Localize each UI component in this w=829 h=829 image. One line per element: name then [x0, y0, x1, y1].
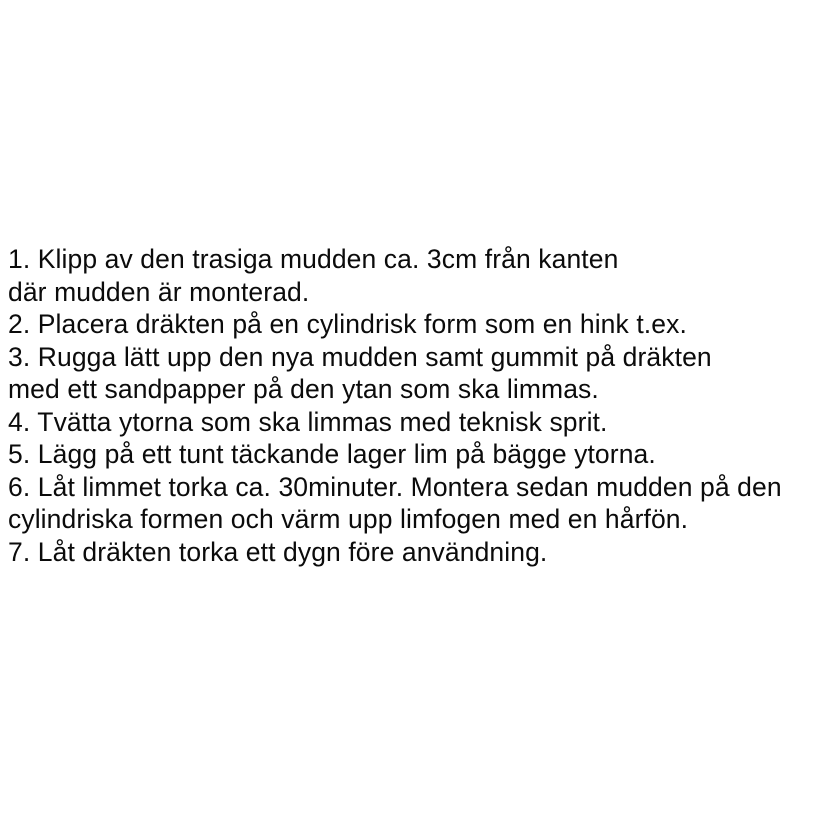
- instruction-line: cylindriska formen och värm upp limfogen med en hårfön.: [8, 504, 689, 534]
- instruction-line: 1. Klipp av den trasiga mudden ca. 3cm från kanten: [8, 244, 619, 274]
- instructions-block: [8, 243, 823, 568]
- instruction-line: 7. Låt dräkten torka ett dygn före användning.: [8, 536, 548, 567]
- instruction-line: 3. Rugga lätt upp den nya mudden samt gummit på dräkten: [8, 341, 712, 372]
- instruction-line: 4. Tvätta ytorna som ska limmas med teknisk sprit.: [8, 406, 608, 437]
- instruction-line: 5. Lägg på ett tunt täckande lager lim på bägge ytorna.: [8, 439, 656, 469]
- instruction-line: 2. Placera dräkten på en cylindrisk form som en hink t.ex.: [8, 309, 687, 339]
- instruction-line: med ett sandpapper på den ytan som ska limmas.: [8, 374, 599, 404]
- instruction-line: där mudden är monterad.: [8, 276, 310, 307]
- instruction-line: 6. Låt limmet torka ca. 30minuter. Montera sedan mudden på den: [8, 471, 782, 502]
